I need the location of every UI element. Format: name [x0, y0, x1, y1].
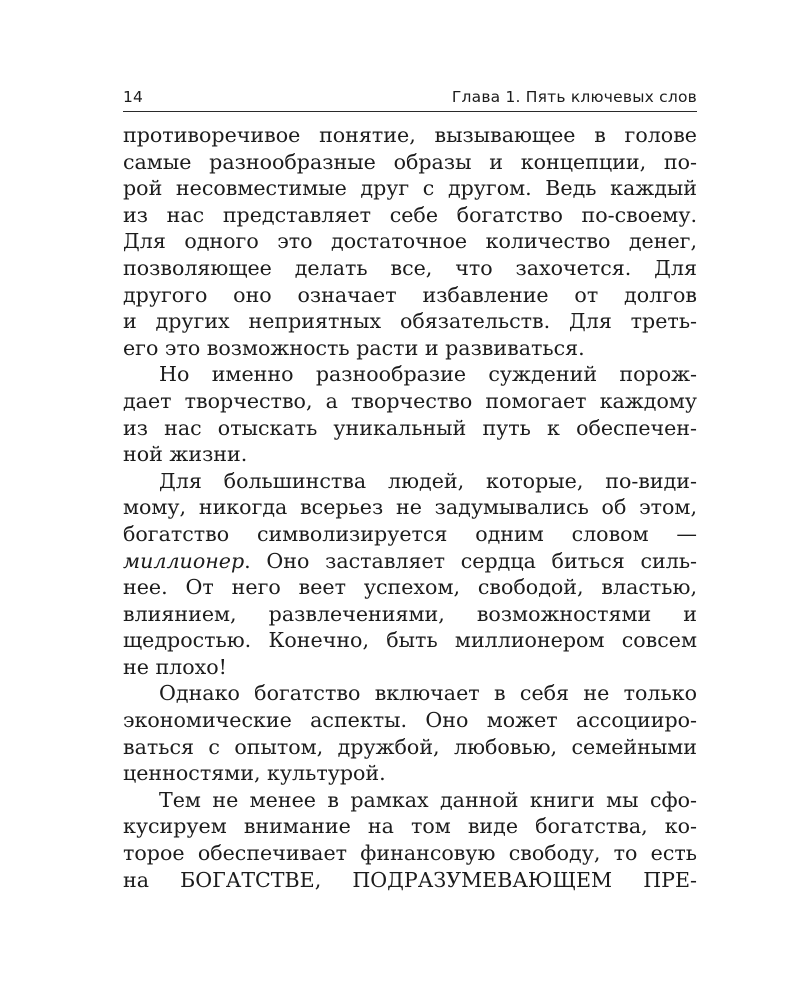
text-line: щедростью. Конечно, быть миллионером совсем: [123, 628, 697, 653]
text-line: нее. От него веет успехом, свободой, властью,: [123, 575, 697, 600]
text-line: ваться с опытом, дружбой, любовью, семейными: [123, 734, 697, 759]
page-number: 14: [123, 88, 144, 106]
text-line: кусируем внимание на том виде богатства, ко-: [123, 814, 697, 839]
text-line: дает творчество, а творчество помогает каждому: [123, 388, 697, 413]
text-line: Тем не менее в рамках данной книги мы сфо-: [159, 787, 697, 812]
text-line: Однако богатство включает в себя не только: [159, 681, 697, 706]
text-line: позволяющее делать все, что захочется. Для: [123, 255, 697, 280]
text-line: Для одного это достаточное количество денег,: [123, 229, 697, 254]
chapter-title: Глава 1. Пять ключевых слов: [451, 88, 697, 106]
text-line: ной жизни.: [123, 442, 248, 467]
text-line: из нас отыскать уникальный путь к обеспечен-: [123, 415, 697, 440]
paragraph-3: [123, 468, 697, 681]
text-line: экономические аспекты. Оно может ассоцииро-: [123, 708, 697, 733]
text-line: другого оно означает избавление от долгов: [123, 282, 697, 307]
text-line: богатство символизируется одним словом —: [123, 521, 697, 546]
text-line: из нас представляет себе богатство по-своему.: [123, 202, 697, 227]
paragraph-5: [123, 787, 697, 893]
paragraph-4: [123, 680, 697, 786]
text-line: мому, никогда всерьез не задумывались об этом,: [123, 495, 697, 520]
text-line: на БОГАТСТВЕ, ПОДРАЗУМЕВАЮЩЕМ ПРЕ-: [123, 867, 697, 892]
text-line: Но именно разнообразие суждений порож-: [159, 362, 697, 387]
body-text: [123, 122, 697, 893]
italic-word: миллионер: [123, 548, 245, 573]
paragraph-2: [123, 361, 697, 467]
paragraph-1: [123, 122, 697, 361]
text-line: ценностями, культурой.: [123, 761, 386, 786]
text-line: и других неприятных обязательств. Для треть-: [123, 309, 697, 334]
text-line-italic: [123, 548, 697, 575]
book-page: [123, 88, 697, 893]
text-line: противоречивое понятие, вызывающее в голове: [123, 123, 697, 147]
running-header: [123, 88, 697, 112]
text-line: Для большинства людей, которые, по-види-: [159, 468, 697, 493]
text-line: самые разнообразные образы и концепции, по-: [123, 149, 697, 174]
text-line: его это возможность расти и развиваться.: [123, 335, 585, 360]
italic-line-rest: . Оно заставляет сердца биться силь-: [244, 548, 697, 573]
text-line: не плохо!: [123, 654, 227, 679]
text-line: рой несовместимые друг с другом. Ведь каждый: [123, 176, 697, 201]
text-line: торое обеспечивает финансовую свободу, то есть: [123, 841, 697, 866]
text-line: влиянием, развлечениями, возможностями и: [123, 601, 697, 626]
